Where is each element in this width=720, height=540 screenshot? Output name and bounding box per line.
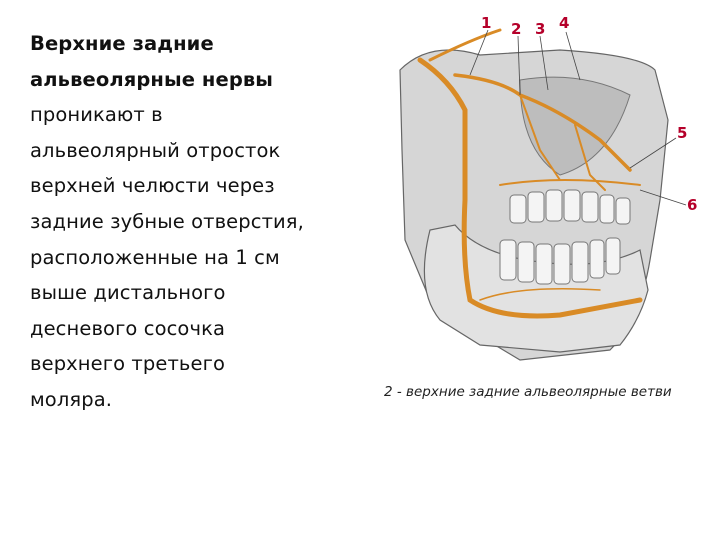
body-line-6: выше дистального <box>30 281 226 305</box>
label-4: 4 <box>559 14 570 32</box>
body-line-1: проникают в <box>30 103 163 127</box>
label-1: 1 <box>481 14 492 32</box>
body-line-8: верхнего третьего <box>30 352 225 376</box>
label-6: 6 <box>687 196 698 214</box>
label-3: 3 <box>535 20 546 38</box>
label-2: 2 <box>511 20 522 38</box>
body-line-9: моляра. <box>30 387 113 411</box>
heading-line-1: Верхние задние <box>30 32 214 55</box>
body-line-7: десневого сосочка <box>30 316 225 340</box>
body-line-4: задние зубные отверстия, <box>30 209 304 233</box>
body-line-3: верхней челюсти через <box>30 174 275 198</box>
body-line-2: альвеолярный отросток <box>30 138 281 162</box>
figure-caption: 2 - верхние задние альвеолярные ветви <box>384 384 672 400</box>
heading-line-2: альвеолярные нервы <box>30 67 274 91</box>
body-line-5: расположенные на 1 см <box>30 245 280 269</box>
label-5: 5 <box>677 124 688 142</box>
